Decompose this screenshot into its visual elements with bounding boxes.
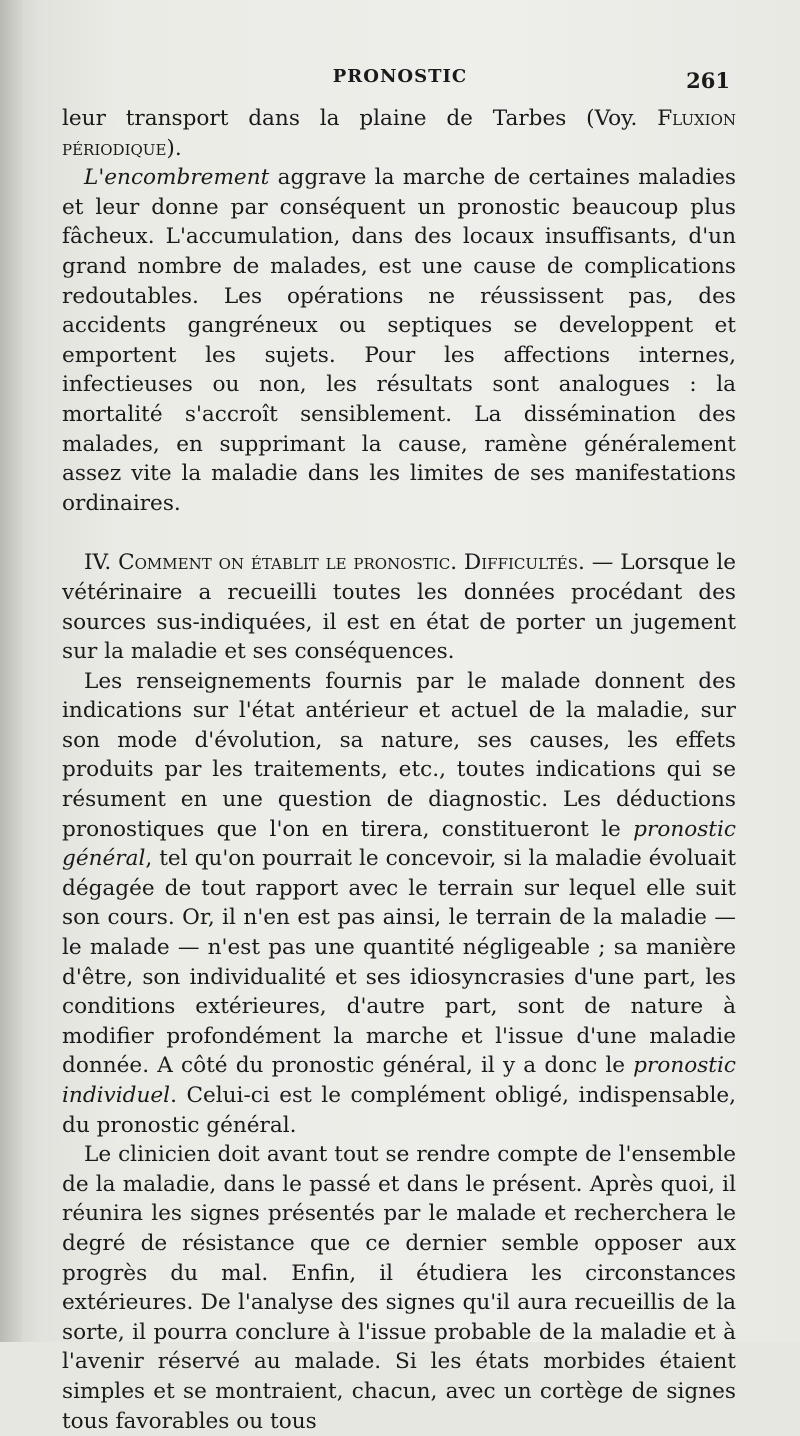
paragraph-text: ).	[166, 135, 182, 161]
emphasized-term: L'encombrement	[84, 165, 270, 191]
page-number: 261	[686, 68, 730, 93]
emphasized-term: pronostic général	[62, 816, 736, 872]
paragraph-renseignements	[62, 667, 736, 1141]
paragraph-text: aggrave la marche de certaines maladies et leur donne par conséquent un pronostic beaucoup plus fâcheux. L'accumulation, dans des locaux insuffisants, d'un grand nombre de malades, est une cause de complications redoutables. Les opérations ne réussissent pas, des accidents gangréneux ou septiques se developpent et emportent les sujets. Pour les affections internes, infectieuses ou non, les résultats sont analogues : la mortalité s'accroît sensiblement. La dissémination des malades, en supprimant la cause, ramène généralement assez vite la maladie dans les limites de ses manifestations ordinaires.	[62, 165, 736, 516]
book-spine-shadow	[0, 0, 22, 1342]
section-heading: Comment on établit le pronostic. Difficultés.	[118, 550, 585, 576]
section-number: IV.	[84, 550, 119, 576]
paragraph-clinicien	[62, 1140, 736, 1436]
paragraph-text: Lorsque le vétérinaire a recueilli toutes les données procédant des sources sus-indiquées, il est en état de porter un jugement sur la maladie et ses conséquences.	[62, 550, 737, 665]
paragraph-encombrement	[62, 163, 736, 518]
paragraph-text: , tel qu'on pourrait le concevoir, si la maladie évoluait dégagée de tout rapport avec le terrain sur lequel elle suit son cours. Or, il n'en est pas ainsi, le terrain de la maladie — le malade — n'est pas une quantité négligeable ; sa manière d'être, son individualité et ses idiosyncrasies d'une part, les conditions extérieures, d'autre part, sont de nature à modifier profondément la marche et l'issue d'une maladie donnée. A côté du pronostic général, il y a donc le	[62, 846, 736, 1079]
paragraph-text: . Celui-ci est le complément obligé, indispensable, du pronostic général.	[62, 1083, 736, 1138]
paragraph-text: Les renseignements fournis par le malade donnent des indications sur l'état antérieur et actuel de la maladie, sur son mode d'évolution, sa nature, ses causes, les effets produits par les traitements, etc., toutes indications qui se résument en une question de diagnostic. Les déductions pronostiques que l'on en tirera, constitueront le	[62, 668, 736, 842]
heading-dash: —	[584, 550, 614, 576]
emphasized-term: pronostic individuel	[62, 1053, 736, 1108]
paragraph-continuation	[62, 104, 736, 163]
body-text	[62, 104, 736, 1436]
page-header	[60, 66, 740, 96]
section-iv	[62, 548, 736, 666]
running-title: PRONOSTIC	[332, 66, 468, 87]
paragraph-text: Le clinicien doit avant tout se rendre compte de l'ensemble de la maladie, dans le passé et dans le présent. Après quoi, il réunira les signes présentés par le malade et recherchera le degré de résistance que ce dernier semble opposer aux progrès du mal. Enfin, il étudiera les circonstances extérieures. De l'analyse des signes qu'il aura recueillis de la sorte, il pourra conclure à l'issue probable de la maladie et à l'avenir réservé au malade. Si les états morbides étaient simples et se montraient, chacun, avec un cortège de signes tous favorables ou tous	[62, 1142, 736, 1434]
cross-reference: Fluxion périodique	[62, 106, 736, 161]
paragraph-text: leur transport dans la plaine de Tarbes (Voy.	[62, 106, 658, 131]
